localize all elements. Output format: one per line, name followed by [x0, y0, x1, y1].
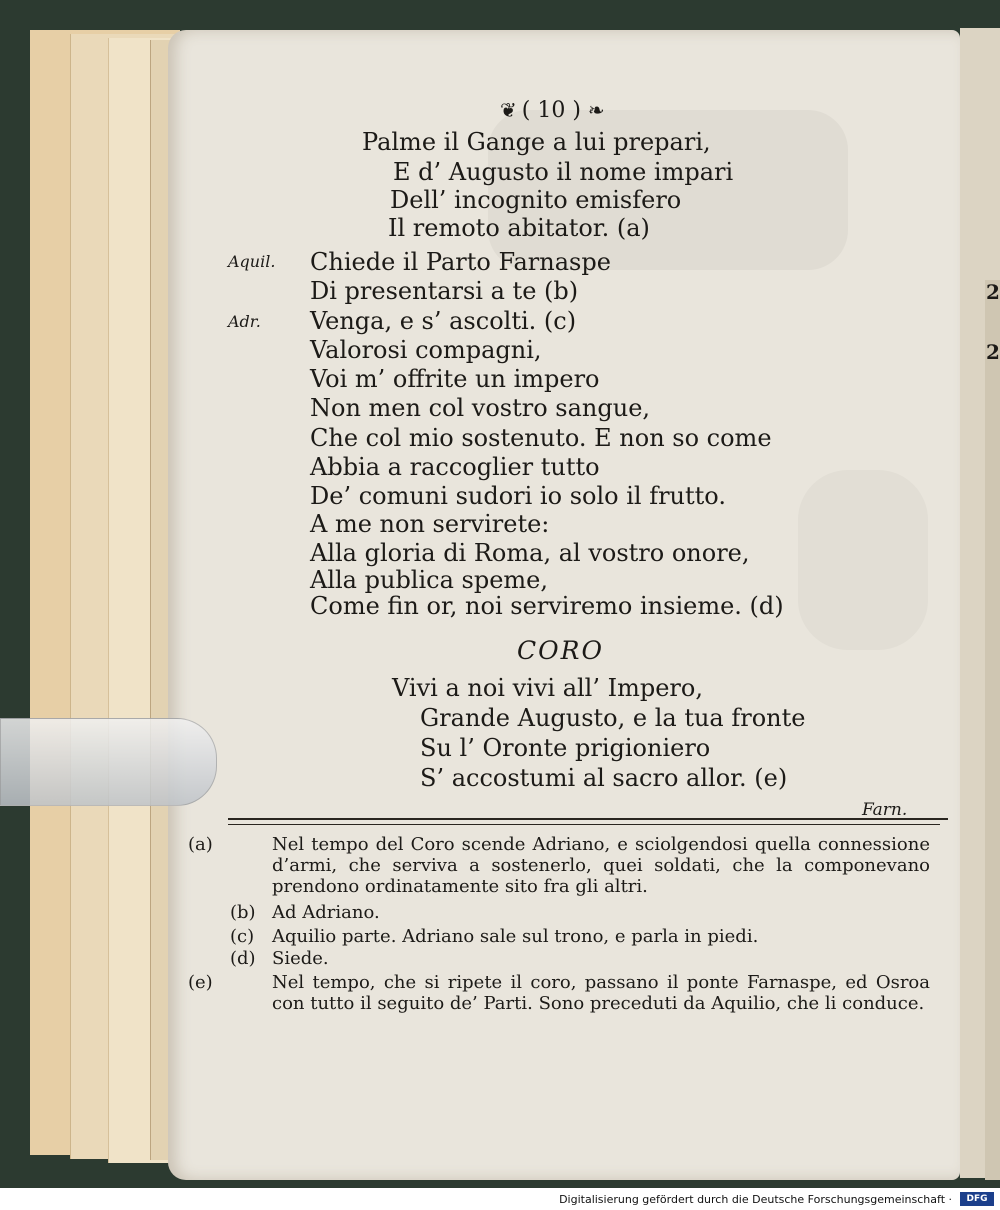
page-number: [500, 98, 603, 123]
verse-line: Il remoto abitator. (a): [388, 214, 650, 242]
verse-line: Non men col vostro sangue,: [310, 394, 651, 422]
footnote-text: Aquilio parte. Adriano sale sul trono, e parla in piedi.: [272, 926, 759, 947]
verse-line: Abbia a raccoglier tutto: [310, 453, 600, 481]
chorus-heading: CORO: [517, 636, 604, 665]
footnote-label: (d): [230, 948, 256, 969]
verse-line: E d’ Augusto il nome impari: [393, 158, 734, 186]
footnote-text: Ad Adriano.: [272, 902, 380, 923]
page-number-text: ( 10 ): [521, 98, 581, 123]
footnote: [230, 948, 930, 969]
verse-line: Che col mio sostenuto. E non so come: [310, 424, 772, 452]
footnote-text: Siede.: [272, 948, 329, 969]
verse-line: Palme il Gange a lui prepari,: [362, 128, 711, 156]
footer-text: Digitalisierung gefördert durch die Deutsche Forschungsgemeinschaft ·: [559, 1193, 952, 1206]
footnote-label: (c): [230, 926, 255, 947]
speaker-label: Aquil.: [228, 252, 276, 271]
speaker-label: Adr.: [228, 312, 261, 331]
verse-line: Di presentarsi a te (b): [310, 277, 579, 305]
verse-line: Venga, e s’ ascolti. (c): [310, 307, 577, 335]
verse-line: Come fin or, noi serviremo insieme. (d): [310, 592, 784, 620]
footnote-label: (b): [230, 902, 256, 923]
dfg-logo-icon: DFG: [960, 1192, 994, 1206]
verse-line: Grande Augusto, e la tua fronte: [420, 704, 806, 732]
facing-page-glyph: 2: [986, 280, 1000, 304]
separator-rule: [228, 824, 940, 825]
verse-line: Vivi a noi vivi all’ Impero,: [392, 674, 703, 702]
verse-line: Valorosi compagni,: [310, 336, 542, 364]
verse-line: Chiede il Parto Farnaspe: [310, 248, 611, 276]
digitization-footer: [0, 1188, 1000, 1210]
footnote: [230, 926, 930, 947]
verse-line: Su l’ Oronte prigioniero: [420, 734, 711, 762]
page-holder-clip: [0, 718, 217, 806]
footnote-label: (a): [188, 834, 213, 855]
verse-line: Voi m’ offrite un impero: [310, 365, 600, 393]
catchword: Farn.: [862, 800, 908, 820]
verse-line: S’ accostumi al sacro allor. (e): [420, 764, 788, 792]
facing-page-edge: [985, 280, 1000, 1180]
footnote-text: Nel tempo, che si ripete il coro, passano il ponte Farnaspe, ed Osroa con tutto il seguito de’ Parti. Sono preceduti da Aquilio, che li conduce.: [272, 972, 930, 1014]
verse-line: De’ comuni sudori io solo il frutto.: [310, 482, 726, 510]
verse-line: Alla gloria di Roma, al vostro onore,: [310, 539, 750, 567]
verse-line: Alla publica speme,: [310, 566, 549, 594]
footnote-text: Nel tempo del Coro scende Adriano, e sciolgendosi quella connessione d’armi, che serviva a sostenerlo, quei soldati, che la componevano prendono ordinatamente sito fra gli altri.: [272, 834, 930, 897]
facing-page-glyph: 2: [986, 340, 1000, 364]
footnote: [188, 834, 930, 897]
footnote: [230, 902, 930, 923]
footnote-label: (e): [188, 972, 213, 993]
verse-line: Dell’ incognito emisfero: [390, 186, 682, 214]
ornament-right-icon: ❧: [587, 98, 603, 122]
separator-rule: [228, 818, 948, 820]
footnote: [188, 972, 930, 1014]
ornament-left-icon: ❦: [500, 98, 515, 122]
verse-line: A me non servirete:: [310, 510, 550, 538]
